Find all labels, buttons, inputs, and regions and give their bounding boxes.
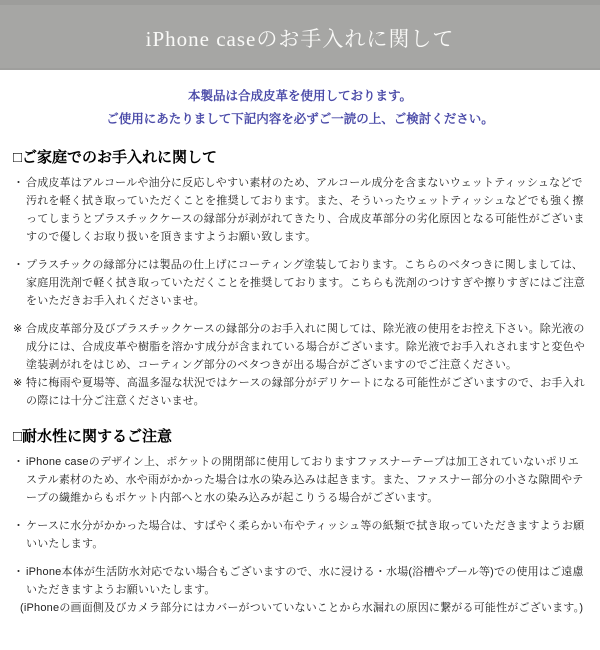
page-title: iPhone caseのお手入れに関して [145,27,455,51]
bullet-marker: ・ [13,520,25,532]
water-item [13,517,587,553]
care-item-text: 合成皮革部分及びプラスチックケースの縁部分のお手入れに関しては、除光液の使用をお控え下さい。除光液の成分には、合成皮革や樹脂を溶かす成分が含まれている場合がございます。除光液でお手入れされますと変色や塗装剥がれをはじめ、コーティング部分のベタつきが出る場合がございますのでご注意ください。 [26,323,586,371]
care-item [13,256,587,310]
care-note-item [13,320,587,374]
content-area [0,147,600,617]
care-note-item [13,374,587,410]
water-item-text: iPhone本体が生活防水対応でない場合もございますので、水に浸ける・水場(浴槽やプール等)での使用はご遠慮いただきますようお願いいたします。 [26,566,584,596]
water-item-note: (iPhoneの画面側及びカメラ部分にはカバーがついていないことから水漏れの原因に繋がる可能性がございます。) [20,602,584,614]
bullet-marker: ・ [13,259,25,271]
care-item-text: 合成皮革はアルコールや油分に反応しやすい素材のため、アルコール成分を含まないウェットティッシュなどで汚れを軽く拭き取っていただくことを推奨しております。また、そういったウェットティッシュなどでも強く擦ってしまうとプラスチックケースの縁部分が剥がれてきたり、合成皮革部分の劣化原因となる可能性がございますので優しくお取り扱いを頂きますようお願い致します。 [26,177,585,243]
care-item-text: 特に梅雨や夏場等、高温多湿な状況ではケースの縁部分がデリケートになる可能性がございますので、お手入れの際には十分ご注意くださいませ。 [26,377,586,407]
intro-line-1: 本製品は合成皮革を使用しております。 [187,89,412,103]
intro-line-2: ご使用にあたりまして下記内容を必ずご一読の上、ご検討ください。 [106,112,494,126]
care-item-text: プラスチックの縁部分には製品の仕上げにコーティング塗装しております。こちらのベタつきに関しましては、家庭用洗剤で軽く拭き取っていただくことを推奨しております。こちらも洗剤のつけすぎや擦りすぎにはご注意をいただきお手入れくださいませ。 [26,259,586,307]
section-title-home-care: □ご家庭でのお手入れに関して [13,149,218,166]
care-item [13,174,587,246]
bullet-marker: ・ [13,177,25,189]
bullet-marker: ・ [13,566,25,578]
page-header [0,0,600,70]
bullet-marker: ・ [13,456,25,468]
water-item [13,453,587,507]
water-item-text: ケースに水分がかかった場合は、すばやく柔らかい布やティッシュ等の紙類で拭き取っていただきますようお願いいたします。 [26,520,585,550]
water-item-text: iPhone caseのデザイン上、ポケットの開閉部に使用しておりますファスナーテープは加工されていないポリエステル素材のため、水や雨がかかった場合は水の染み込みは起きます。また、ファスナー部分の小さな隙間やテープの繊維からもポケット内部へと水の染み込みが起こりうる場合がございます。 [26,456,584,504]
intro-notice [0,85,600,131]
asterisk-marker: ※ [13,377,23,389]
water-item [13,563,587,617]
section-title-water-resistance: □耐水性に関するご注意 [13,428,173,445]
asterisk-marker: ※ [13,323,23,335]
